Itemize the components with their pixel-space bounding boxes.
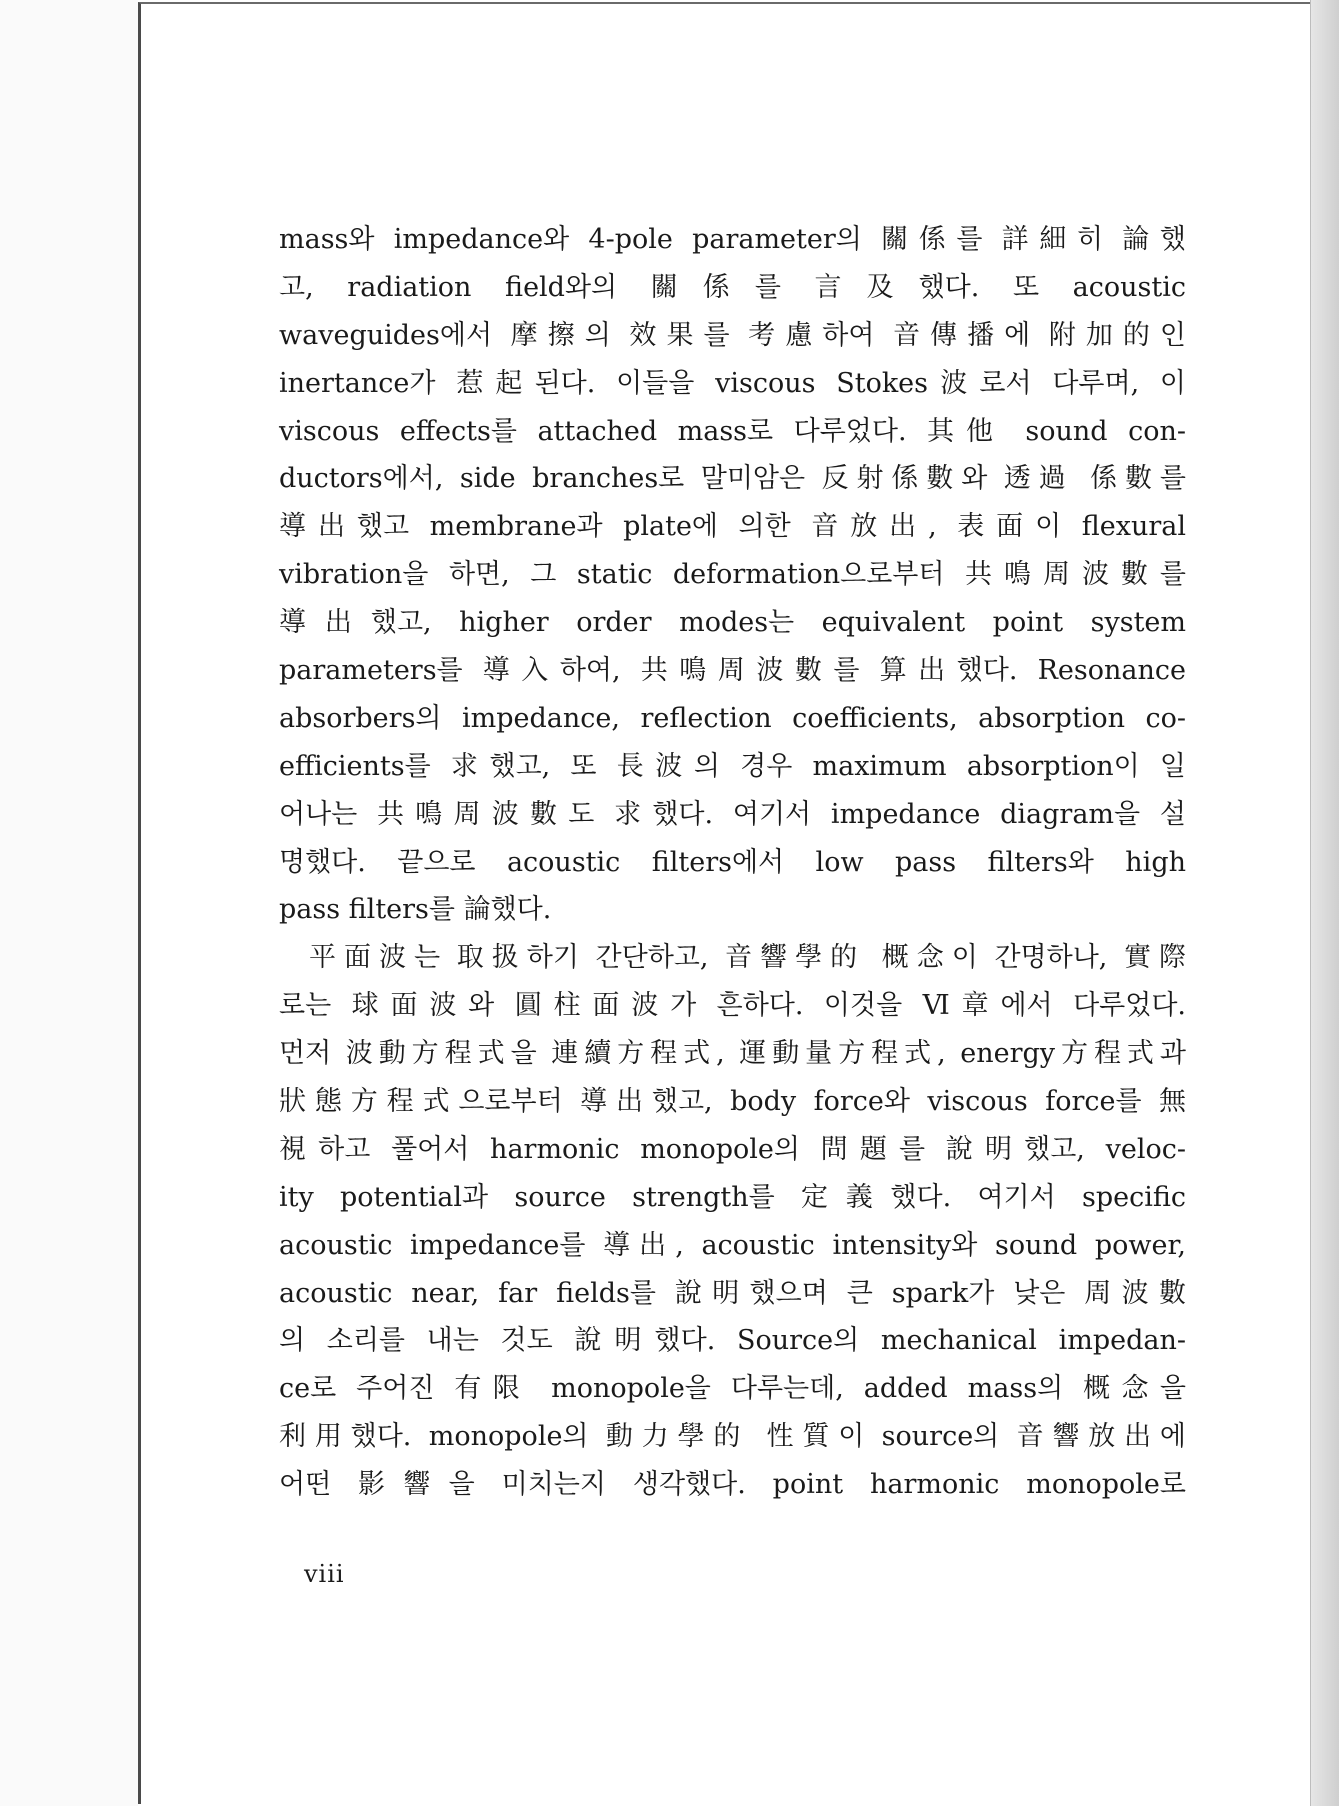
body-text (279, 216, 1186, 1509)
text-line: 어떤 影響을 미치는지 생각했다. point harmonic monopole로 (279, 1469, 1186, 1501)
text-line: mass와 impedance와 4-pole parameter의 關係를 詳細히 論했 (279, 224, 1186, 255)
page-number: viii (304, 1560, 345, 1588)
text-line: acoustic near, far fields를 說明했으며 큰 spark가 낮은 周波數 (279, 1277, 1186, 1309)
text-line: ce로 주어진 有限 monopole을 다루는데, added mass의 概念을 (279, 1373, 1186, 1405)
text-line: 利用했다. monopole의 動力學的 性質이 source의 音響放出에 (279, 1421, 1186, 1453)
text-line: inertance가 惹起된다. 이들을 viscous Stokes波로서 다루며, 이 (279, 367, 1186, 399)
text-line: viscous effects를 attached mass로 다루었다. 其他 sound con- (279, 415, 1186, 447)
text-line: 의 소리를 내는 것도 說明했다. Source의 mechanical impedan- (279, 1325, 1186, 1357)
text-line: ity potential과 source strength를 定義했다. 여기서 specific (279, 1181, 1186, 1213)
text-line: efficients를 求했고, 또 長波의 경우 maximum absorption이 일 (279, 750, 1186, 782)
text-line: 로는 球面波와 圓柱面波가 흔하다. 이것을 Ⅵ章에서 다루었다. (279, 990, 1186, 1022)
text-line: absorbers의 impedance, reflection coefficients, absorption co- (279, 702, 1186, 734)
left-margin (0, 0, 138, 1806)
text-line: acoustic impedance를 導出, acoustic intensity와 sound power, (279, 1229, 1186, 1261)
text-line: 狀態方程式으로부터 導出했고, body force와 viscous force를 無 (279, 1086, 1186, 1118)
text-line: ductors에서, side branches로 말미암은 反射係數와 透過 係數를 (279, 463, 1186, 495)
text-line: 명했다. 끝으로 acoustic filters에서 low pass filters와 high (279, 846, 1186, 878)
paragraph-start-line: 平面波는 取扱하기 간단하고, 音響學的 概念이 간명하나, 實際 (309, 942, 1186, 974)
right-shadow (1311, 0, 1339, 1806)
paragraph-end-line: pass filters를 論했다. (279, 894, 552, 926)
text-line: 導出했고 membrane과 plate에 의한 音放出, 表面이 flexural (279, 511, 1186, 543)
text-line: 視하고 풀어서 harmonic monopole의 問題를 說明했고, veloc- (279, 1133, 1186, 1165)
text-line: 導出했고, higher order modes는 equivalent point system (279, 607, 1186, 639)
text-line: waveguides에서 摩擦의 效果를 考慮하여 音傳播에 附加的인 (279, 319, 1186, 351)
text-line: 어나는 共鳴周波數도 求했다. 여기서 impedance diagram을 설 (279, 798, 1186, 830)
text-line: vibration을 하면, 그 static deformation으로부터 共鳴周波數를 (279, 559, 1186, 591)
text-line: 먼저 波動方程式을 連續方程式, 運動量方程式, energy方程式과 (279, 1038, 1186, 1070)
text-line: 고, radiation field와의 關係를 言及했다. 또 acoustic (279, 271, 1186, 303)
text-line: parameters를 導入하여, 共鳴周波數를 算出했다. Resonance (279, 655, 1186, 687)
